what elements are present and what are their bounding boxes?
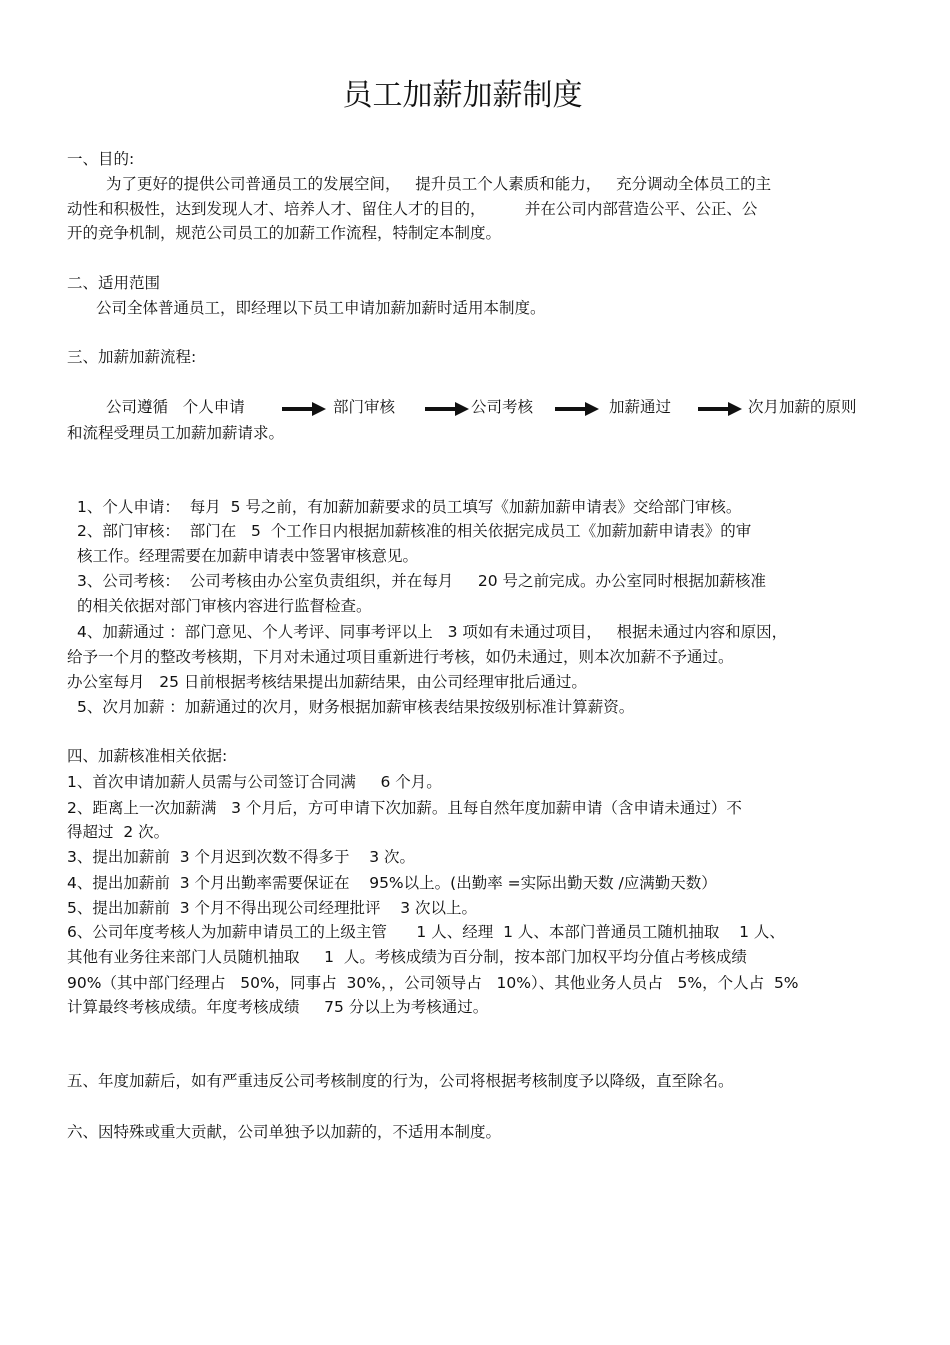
process-flow-tail: 和流程受理员工加薪加薪请求。 (67, 424, 285, 442)
section-5-line: 五、年度加薪后，如有严重违反公司考核制度的行为，公司将根据考核制度予以降级，直至除名。 (67, 1072, 734, 1090)
section-3-item: 2、部门审核： 部门在 5 个工作日内根据加薪核准的相关依据完成员工《加薪加薪申请表》的审 (77, 522, 752, 540)
section-4-line: 5、提出加薪前 3 个月不得出现公司经理批评 3 次以上。 (67, 899, 478, 917)
document-title: 员工加薪加薪制度 (342, 78, 583, 113)
flow-step: 公司考核 (471, 398, 534, 416)
flow-step: 加薪通过 (609, 398, 672, 416)
section-4-line: 3、提出加薪前 3 个月迟到次数不得多于 3 次。 (67, 848, 416, 866)
section-1-line: 动性和积极性，达到发现人才、培养人才、留住人才的目的， 并在公司内部营造公平、公正、公 (67, 200, 758, 218)
section-2-line: 公司全体普通员工，即经理以下员工申请加薪加薪时适用本制度。 (96, 299, 546, 317)
section-4-line: 6、公司年度考核人为加薪申请员工的上级主管 1 人、经理 1 人、本部门普通员工随机抽取 1 人、 (67, 923, 785, 941)
process-flow (0, 396, 950, 422)
section-4-line: 4、提出加薪前 3 个月出勤率需要保证在 95%以上。(出勤率 =实际出勤天数 /应满勤天数） (67, 874, 717, 892)
arrow-right-icon (282, 402, 326, 416)
section-1-line: 开的竞争机制，规范公司员工的加薪工作流程，特制定本制度。 (67, 224, 502, 242)
arrow-right-icon (425, 402, 469, 416)
section-6-line: 六、因特殊或重大贡献，公司单独予以加薪的，不适用本制度。 (67, 1123, 502, 1141)
section-1-line: 为了更好的提供公司普通员工的发展空间， 提升员工个人素质和能力， 充分调动全体员工的主 (106, 175, 772, 193)
section-1-heading: 一、目的: (67, 150, 135, 168)
section-3-heading: 三、加薪加薪流程: (67, 348, 197, 366)
section-3-item: 办公室每月 25 日前根据考核结果提出加薪结果，由公司经理审批后通过。 (67, 673, 587, 691)
section-4-line: 得超过 2 次。 (67, 823, 170, 841)
section-3-item: 4、加薪通过 ：部门意见、个人考评、同事考评以上 3 项如有未通过项目， 根据未通过内容和原因， (77, 623, 788, 641)
section-2-heading: 二、适用范围 (67, 274, 161, 292)
section-4-line: 计算最终考核成绩。年度考核成绩 75 分以上为考核通过。 (67, 998, 489, 1016)
section-3-item: 的相关依据对部门审核内容进行监督检查。 (77, 597, 372, 615)
flow-step: 部门审核 (333, 398, 396, 416)
section-4-line: 1、首次申请加薪人员需与公司签订合同满 6 个月。 (67, 773, 442, 791)
section-4-line: 2、距离上一次加薪满 3 个月后，方可申请下次加薪。且每自然年度加薪申请（含申请未通过）不 (67, 799, 742, 817)
arrow-right-icon (555, 402, 599, 416)
section-3-item: 5、次月加薪 ：加薪通过的次月，财务根据加薪审核表结果按级别标准计算薪资。 (77, 698, 635, 716)
section-4-line: 90%（其中部门经理占 50%，同事占 30%，，公司领导占 10%）、其他业务人员占 5%，个人占 5% (67, 974, 799, 992)
section-4-line: 其他有业务往来部门人员随机抽取 1 人。考核成绩为百分制，按本部门加权平均分值占考核成绩 (67, 948, 747, 966)
flow-step: 次月加薪的原则 (748, 398, 857, 416)
section-3-item: 3、公司考核： 公司考核由办公室负责组织，并在每月 20 号之前完成。办公室同时根据加薪核准 (77, 572, 767, 590)
arrow-right-icon (698, 402, 742, 416)
section-3-item: 核工作。经理需要在加薪申请表中签署审核意见。 (77, 547, 419, 565)
section-4-heading: 四、加薪核准相关依据: (67, 747, 228, 765)
flow-step: 公司遵循 个人申请 (106, 398, 245, 416)
section-3-item: 1、个人申请： 每月 5 号之前，有加薪加薪要求的员工填写《加薪加薪申请表》交给部门审核。 (77, 498, 742, 516)
section-3-item: 给予一个月的整改考核期，下月对未通过项目重新进行考核，如仍未通过，则本次加薪不予通过。 (67, 648, 734, 666)
